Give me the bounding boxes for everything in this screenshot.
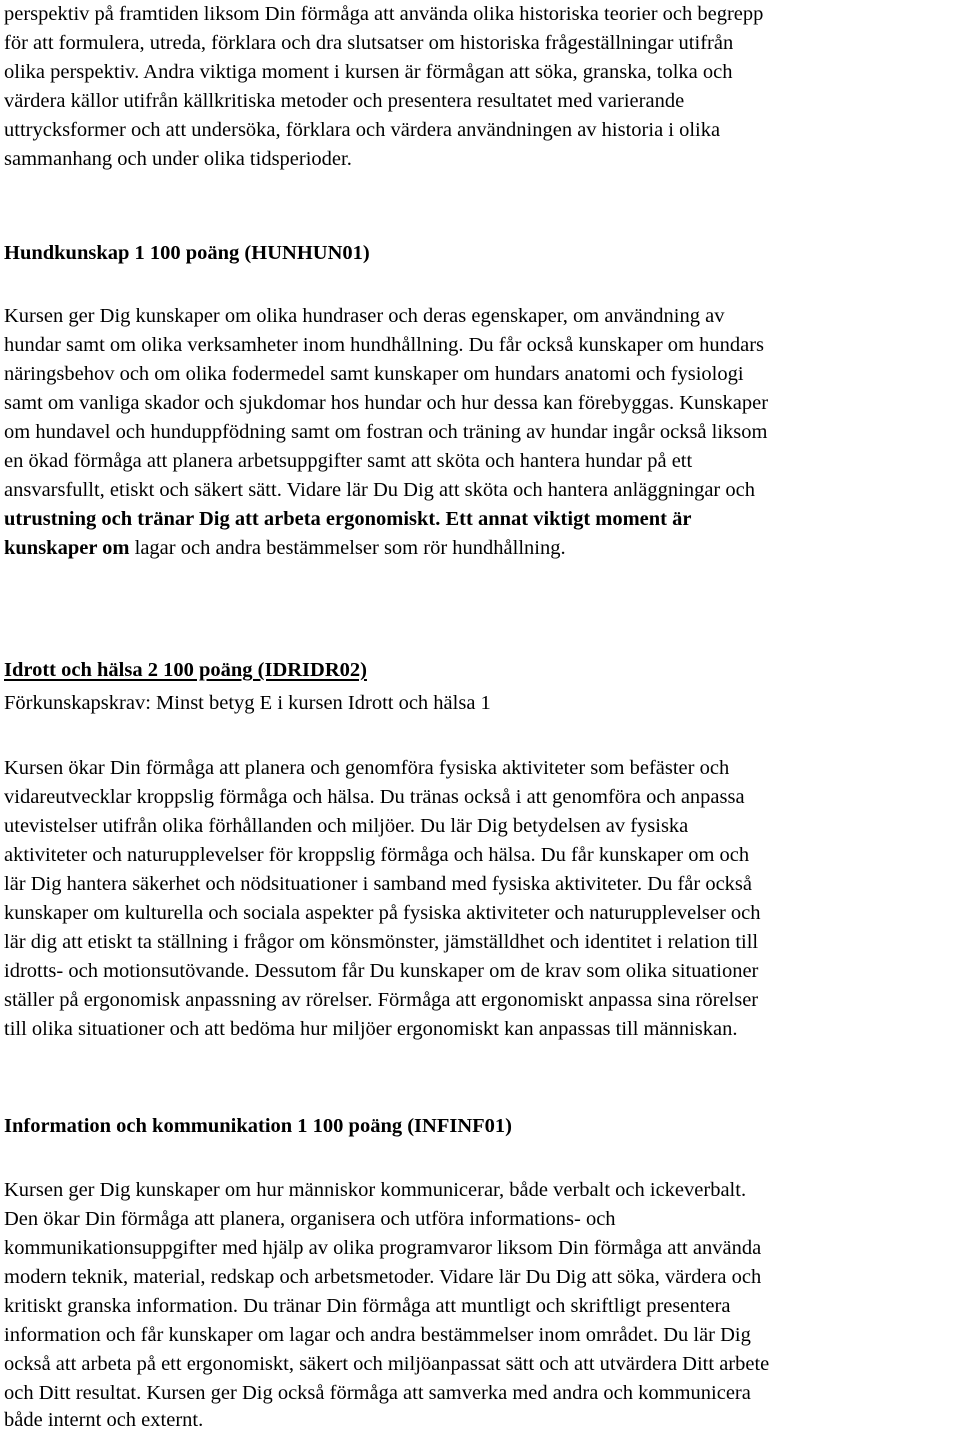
text-line: modern teknik, material, redskap och arbetsmetoder. Vidare lär Du Dig att söka, värdera och — [4, 1266, 762, 1288]
text-line: vidareutvecklar kroppslig förmåga och hälsa. Du tränas också i att genomföra och anpassa — [4, 786, 745, 808]
text-line: om hundavel och hunduppfödning samt om fostran och träning av hundar ingår också liksom — [4, 421, 768, 443]
text-line: ansvarsfullt, etiskt och säkert sätt. Vidare lär Du Dig att sköta och hantera anläggningar och — [4, 479, 755, 501]
text-line: sammanhang och under olika tidsperioder. — [4, 148, 352, 170]
text-line: och Ditt resultat. Kursen ger Dig också förmåga att samverka med andra och kommunicera — [4, 1382, 751, 1404]
text-line: lär dig att etiskt ta ställning i frågor om könsmönster, jämställdhet och identitet i relation till — [4, 931, 759, 953]
text-line: information och får kunskaper om lagar och andra bestämmelser inom området. Du lär Dig — [4, 1324, 751, 1346]
text-line: uttrycksformer och att undersöka, förklara och värdera användningen av historia i olika — [4, 119, 721, 141]
text-line: olika perspektiv. Andra viktiga moment i kursen är förmågan att söka, granska, tolka och — [4, 61, 733, 83]
text-line: idrotts- och motionsutövande. Dessutom får Du kunskaper om de krav som olika situationer — [4, 960, 759, 982]
text-line: aktiviteter och naturupplevelser för kroppslig förmåga och hälsa. Du får kunskaper om och — [4, 844, 750, 866]
text-line: både internt och externt. — [4, 1409, 204, 1431]
text-line: samt om vanliga skador och sjukdomar hos hundar och hur dessa kan förebyggas. Kunskaper — [4, 392, 769, 414]
text-line: värdera källor utifrån källkritiska metoder och presentera resultatet med varierande — [4, 90, 685, 112]
text-line: hundar samt om olika verksamheter inom hundhållning. Du får också kunskaper om hundars — [4, 334, 765, 356]
text-line: för att formulera, utreda, förklara och dra slutsatser om historiska frågeställningar utifrån — [4, 32, 734, 54]
section-heading: Information och kommunikation 1 100 poäng (INFINF01) — [4, 1115, 512, 1137]
text-line: kritiskt granska information. Du tränar Din förmåga att muntligt och skriftligt presentera — [4, 1295, 731, 1317]
text-line: Den ökar Din förmåga att planera, organisera och utföra informations- och — [4, 1208, 616, 1230]
bold-phrase: kunskaper om — [4, 537, 130, 559]
text-line: utevistelser utifrån olika förhållanden och miljöer. Du lär Dig betydelsen av fysiska — [4, 815, 689, 837]
section-heading: Hundkunskap 1 100 poäng (HUNHUN01) — [4, 242, 370, 264]
text-line: till olika situationer och att bedöma hur miljöer ergonomiskt kan anpassas till människan. — [4, 1018, 738, 1040]
text-line: ställer på ergonomisk anpassning av rörelser. Förmåga att ergonomiskt anpassa sina rörelser — [4, 989, 759, 1011]
prerequisite-text: Förkunskapskrav: Minst betyg E i kursen Idrott och hälsa 1 — [4, 692, 491, 714]
text-line: kommunikationsuppgifter med hjälp av olika programvaror liksom Din förmåga att använda — [4, 1237, 762, 1259]
text-span: lagar och andra bestämmelser som rör hundhållning. — [129, 537, 566, 559]
text-line: kunskaper om kulturella och sociala aspekter på fysiska aktiviteter och naturupplevelser och — [4, 902, 761, 924]
text-line: också att arbeta på ett ergonomiskt, säkert och miljöanpassat sätt och att utvärdera Ditt arbete — [4, 1353, 770, 1375]
text-line: en ökad förmåga att planera arbetsuppgifter samt att sköta och hantera hundar på ett — [4, 450, 693, 472]
text-line: lär Dig hantera säkerhet och nödsituationer i samband med fysiska aktiviteter. Du får också — [4, 873, 753, 895]
text-line: Kursen ger Dig kunskaper om olika hundraser och deras egenskaper, om användning av — [4, 305, 725, 327]
text-line: Kursen ökar Din förmåga att planera och genomföra fysiska aktiviteter som befäster och — [4, 757, 730, 779]
text-line: näringsbehov och om olika fodermedel samt kunskaper om hundars anatomi och fysiologi — [4, 363, 744, 385]
text-line: Kursen ger Dig kunskaper om hur människor kommunicerar, både verbalt och ickeverbalt. — [4, 1179, 747, 1201]
text-line — [4, 534, 566, 563]
text-line-bold: utrustning och tränar Dig att arbeta ergonomiskt. Ett annat viktigt moment är — [4, 508, 692, 530]
text-line: perspektiv på framtiden liksom Din förmåga att använda olika historiska teorier och begrepp — [4, 3, 764, 25]
section-heading: Idrott och hälsa 2 100 poäng (IDRIDR02) — [4, 659, 367, 681]
